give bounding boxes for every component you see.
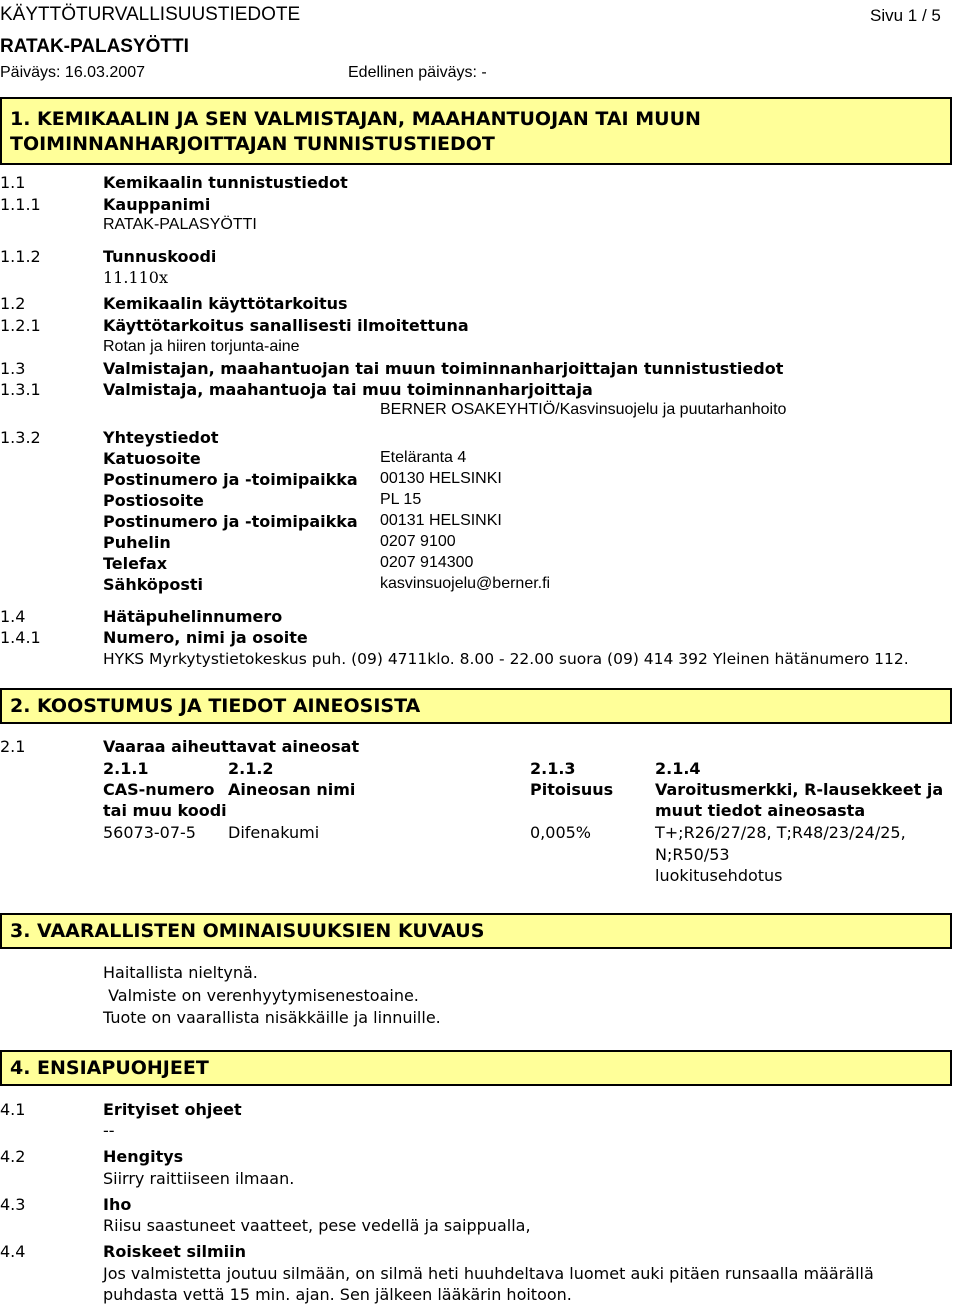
item-label: Valmistaja, maahantuoja tai muu toiminnanharjoittaja	[103, 380, 593, 399]
hazard-line: Haitallista nieltynä.	[103, 963, 258, 982]
contact-label: Telefax	[103, 554, 168, 573]
section-1-heading	[0, 97, 952, 165]
item-num: 1.1	[0, 173, 26, 192]
classification-line: T+;R26/27/28, T;R48/23/24/25,	[655, 823, 906, 842]
item-label: Iho	[103, 1195, 132, 1214]
item-num: 1.2	[0, 294, 26, 313]
manufacturer-value: BERNER OSAKEYHTIÖ/Kasvinsuojelu ja puutarhanhoito	[380, 401, 787, 418]
item-text: puhdasta vettä 15 min. ajan. Sen jälkeen lääkärin hoitoon.	[103, 1285, 572, 1304]
contact-value: 0207 9100	[380, 533, 456, 550]
emergency-number-value: HYKS Myrkytystietokeskus puh. (09) 4711klo. 8.00 - 22.00 suora (09) 414 392 Yleinen hätänumero 112.	[103, 650, 909, 668]
classification-line: luokitusehdotus	[655, 866, 783, 885]
item-label: Käyttötarkoitus sanallisesti ilmoitettuna	[103, 316, 469, 335]
item-num: 4.1	[0, 1100, 26, 1119]
item-num: 4.2	[0, 1147, 26, 1166]
item-label: Kemikaalin tunnistustiedot	[103, 173, 348, 192]
item-num: 1.3.1	[0, 380, 41, 399]
contact-label: Sähköposti	[103, 575, 204, 594]
cas-value: 56073-07-5	[103, 823, 196, 842]
col-header-cas-2: tai muu koodi	[103, 801, 227, 820]
contact-value: 00130 HELSINKI	[380, 470, 502, 487]
col-num: 2.1.2	[228, 759, 274, 778]
section-4-heading: 4. ENSIAPUOHJEET	[0, 1050, 952, 1086]
item-num: 1.1.1	[0, 195, 41, 214]
classification-line: N;R50/53	[655, 845, 730, 864]
contact-value: Eteläranta 4	[380, 449, 467, 466]
item-text: --	[103, 1121, 115, 1140]
item-text: Riisu saastuneet vaatteet, pese vedellä ja saippualla,	[103, 1216, 531, 1235]
item-num: 4.4	[0, 1242, 26, 1261]
contact-label: Postinumero ja -toimipaikka	[103, 470, 358, 489]
col-num: 2.1.3	[530, 759, 576, 778]
item-label: Yhteystiedot	[103, 428, 219, 447]
col-header-classification: Varoitusmerkki, R-lausekkeet ja	[655, 780, 944, 799]
item-label: Kemikaalin käyttötarkoitus	[103, 294, 348, 313]
contact-value: 00131 HELSINKI	[380, 512, 502, 529]
doc-type-title: KÄYTTÖTURVALLISUUSTIEDOTE	[0, 4, 301, 25]
contact-label: Postiosoite	[103, 491, 204, 510]
section-3-heading: 3. VAARALLISTEN OMINAISUUKSIEN KUVAUS	[0, 913, 952, 949]
component-name-value: Difenakumi	[228, 823, 320, 842]
section-1-title-line1: 1. KEMIKAALIN JA SEN VALMISTAJAN, MAAHANTUOJAN TAI MUUN	[10, 108, 701, 130]
contact-label: Katuosoite	[103, 449, 201, 468]
item-label: Hengitys	[103, 1147, 184, 1166]
item-num: 1.3.2	[0, 428, 41, 447]
item-label: Erityiset ohjeet	[103, 1100, 242, 1119]
intended-use-value: Rotan ja hiiren torjunta-aine	[103, 338, 300, 355]
item-num: 1.3	[0, 359, 26, 378]
section-2-heading: 2. KOOSTUMUS JA TIEDOT AINEOSISTA	[0, 688, 952, 724]
col-header-cas: CAS-numero	[103, 780, 215, 799]
item-num: 2.1	[0, 737, 26, 756]
hazard-line: Tuote on vaarallista nisäkkäille ja linnuille.	[103, 1008, 441, 1027]
section-1-title-line2: TOIMINNANHARJOITTAJAN TUNNISTUSTIEDOT	[10, 133, 495, 155]
item-label: Kauppanimi	[103, 195, 211, 214]
email-value[interactable]: kasvinsuojelu@berner.fi	[380, 575, 551, 592]
item-label: Tunnuskoodi	[103, 247, 217, 266]
item-label: Roiskeet silmiin	[103, 1242, 246, 1261]
contact-value: 0207 914300	[380, 554, 474, 571]
item-num: 1.4	[0, 607, 26, 626]
trade-name-value: RATAK-PALASYÖTTI	[103, 216, 257, 233]
item-num: 4.3	[0, 1195, 26, 1214]
col-header-concentration: Pitoisuus	[530, 780, 614, 799]
col-num: 2.1.4	[655, 759, 701, 778]
contact-value: PL 15	[380, 491, 422, 508]
identification-code-value: 11.110x	[103, 268, 169, 287]
contact-label: Postinumero ja -toimipaikka	[103, 512, 358, 531]
hazard-line: Valmiste on verenhyytymisenestoaine.	[103, 986, 419, 1005]
item-text: Siirry raittiiseen ilmaan.	[103, 1169, 295, 1188]
concentration-value: 0,005%	[530, 823, 592, 842]
item-label: Hätäpuhelinnumero	[103, 607, 283, 626]
item-num: 1.2.1	[0, 316, 41, 335]
item-label: Valmistajan, maahantuojan tai muun toiminnanharjoittajan tunnistustiedot	[103, 359, 784, 378]
date: Päiväys: 16.03.2007	[0, 64, 145, 81]
col-header-name: Aineosan nimi	[228, 780, 356, 799]
item-label: Vaaraa aiheuttavat aineosat	[103, 737, 360, 756]
item-num: 1.1.2	[0, 247, 41, 266]
item-text: Jos valmistetta joutuu silmään, on silmä heti huuhdeltava luomet auki pitäen runsaalla määrällä	[103, 1264, 874, 1283]
col-num: 2.1.1	[103, 759, 149, 778]
col-header-classification-2: muut tiedot aineosasta	[655, 801, 866, 820]
previous-date: Edellinen päiväys: -	[348, 64, 487, 81]
page-number: Sivu 1 / 5	[870, 6, 941, 25]
item-num: 1.4.1	[0, 628, 41, 647]
product-name-header: RATAK-PALASYÖTTI	[0, 36, 189, 57]
item-label: Numero, nimi ja osoite	[103, 628, 308, 647]
contact-label: Puhelin	[103, 533, 171, 552]
